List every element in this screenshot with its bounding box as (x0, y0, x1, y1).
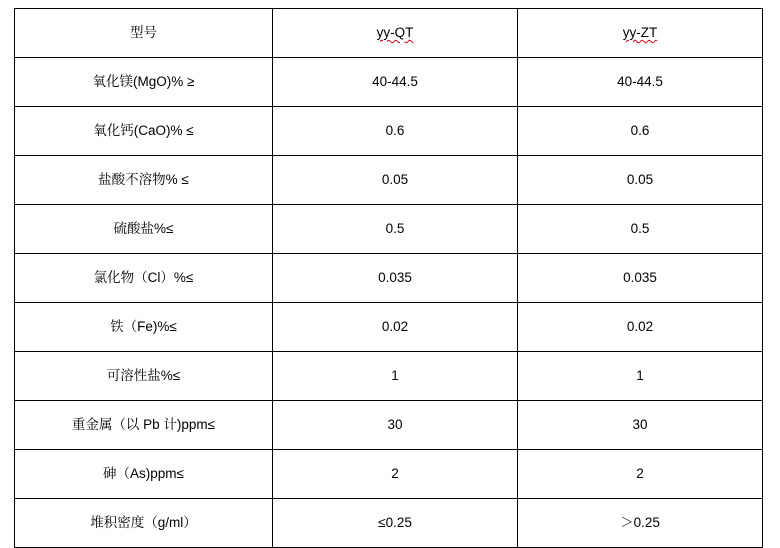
row-label-soluble-salt: 可溶性盐%≤ (15, 352, 273, 401)
table-row (15, 254, 763, 303)
row-label-bulk-density: 堆积密度（g/ml） (15, 499, 273, 548)
row-value-soluble-salt-zt: 1 (518, 352, 763, 401)
row-value-mgo-zt: 40-44.5 (518, 58, 763, 107)
table-header-row (15, 9, 763, 58)
row-value-sulfate-qt: 0.5 (273, 205, 518, 254)
column-header-zt-label: yy-ZT (622, 24, 658, 40)
table-row (15, 401, 763, 450)
row-value-bulk-density-qt: ≤0.25 (273, 499, 518, 548)
row-value-cao-qt: 0.6 (273, 107, 518, 156)
column-header-model: 型号 (15, 9, 273, 58)
table-row (15, 205, 763, 254)
row-value-cao-zt: 0.6 (518, 107, 763, 156)
row-value-heavy-metals-zt: 30 (518, 401, 763, 450)
row-value-bulk-density-zt: ＞0.25 (518, 499, 763, 548)
row-value-chloride-zt: 0.035 (518, 254, 763, 303)
table-row (15, 58, 763, 107)
row-value-chloride-qt: 0.035 (273, 254, 518, 303)
row-value-hcl-insoluble-qt: 0.05 (273, 156, 518, 205)
column-header-qt (273, 9, 518, 58)
row-value-iron-qt: 0.02 (273, 303, 518, 352)
table-row (15, 156, 763, 205)
column-header-qt-label: yy-QT (376, 24, 414, 40)
row-label-heavy-metals: 重金属（以 Pb 计)ppm≤ (15, 401, 273, 450)
column-header-zt (518, 9, 763, 58)
row-label-sulfate: 硫酸盐%≤ (15, 205, 273, 254)
row-value-sulfate-zt: 0.5 (518, 205, 763, 254)
table-row (15, 499, 763, 548)
row-label-arsenic: 砷（As)ppm≤ (15, 450, 273, 499)
table-row (15, 107, 763, 156)
row-label-cao: 氧化钙(CaO)% ≤ (15, 107, 273, 156)
row-label-mgo: 氧化镁(MgO)% ≥ (15, 58, 273, 107)
table-body (15, 9, 763, 548)
row-value-mgo-qt: 40-44.5 (273, 58, 518, 107)
row-value-heavy-metals-qt: 30 (273, 401, 518, 450)
table-row (15, 352, 763, 401)
table-row (15, 303, 763, 352)
row-label-hcl-insoluble: 盐酸不溶物% ≤ (15, 156, 273, 205)
row-label-chloride: 氯化物（Cl）%≤ (15, 254, 273, 303)
row-value-arsenic-qt: 2 (273, 450, 518, 499)
row-value-soluble-salt-qt: 1 (273, 352, 518, 401)
row-value-iron-zt: 0.02 (518, 303, 763, 352)
row-value-arsenic-zt: 2 (518, 450, 763, 499)
row-value-hcl-insoluble-zt: 0.05 (518, 156, 763, 205)
row-label-iron: 铁（Fe)%≤ (15, 303, 273, 352)
specification-table (14, 8, 763, 548)
table-row (15, 450, 763, 499)
